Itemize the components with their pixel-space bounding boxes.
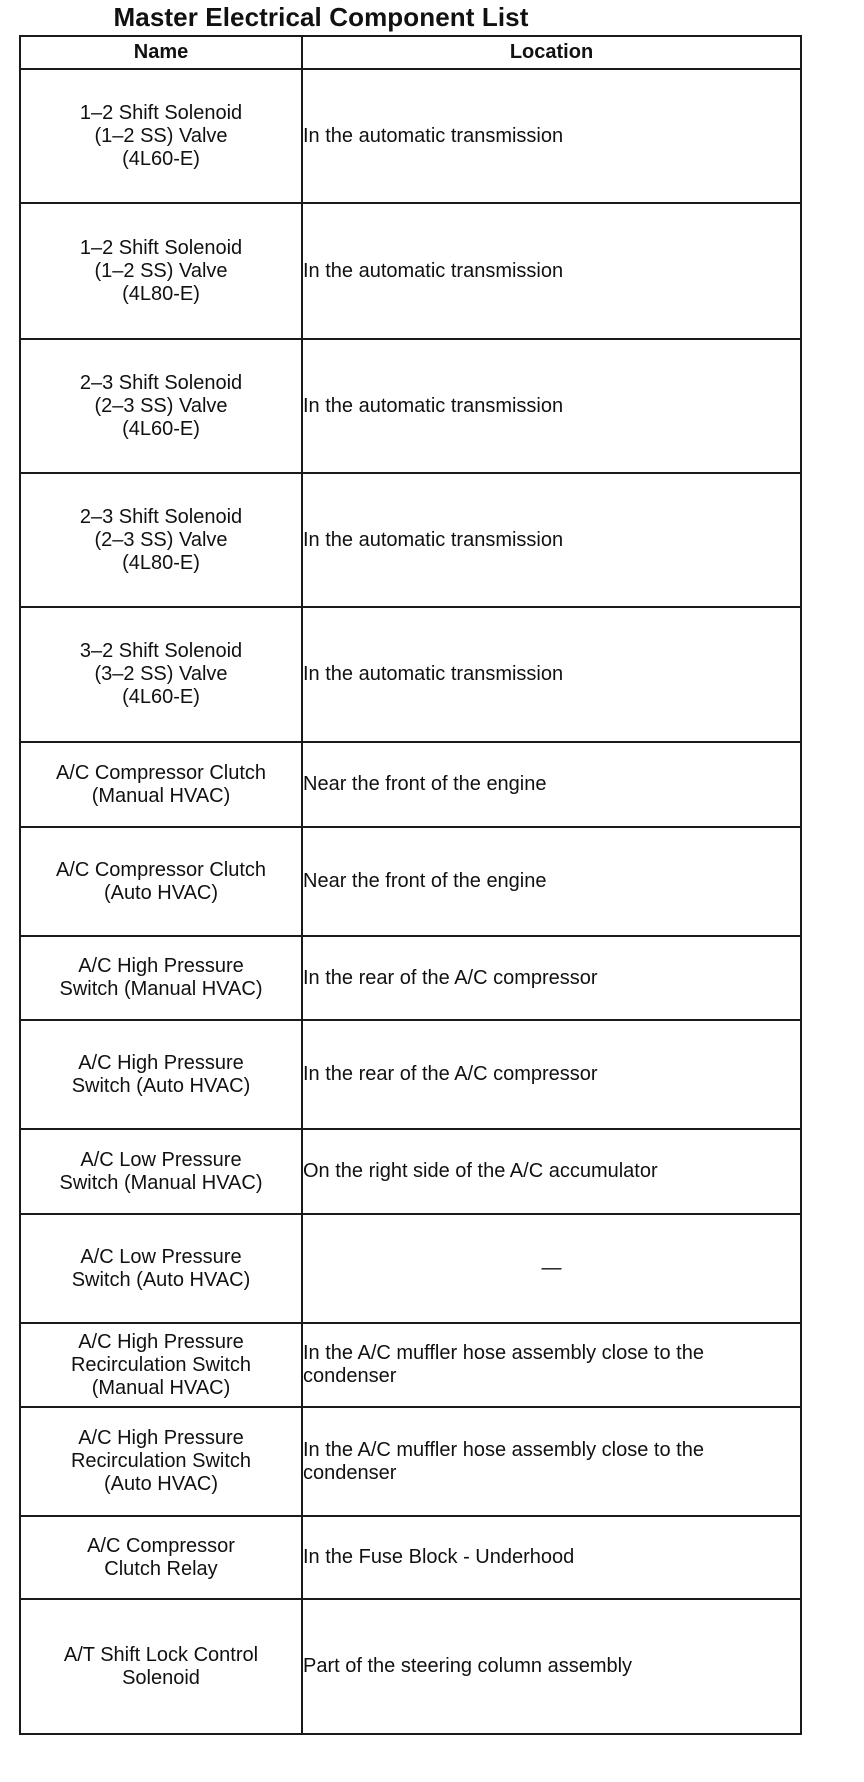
table-row [20, 1407, 801, 1516]
component-name [20, 607, 302, 742]
component-name [20, 936, 302, 1020]
component-location: Part of the steering column assembly [302, 1599, 801, 1734]
component-location: In the automatic transmission [302, 607, 801, 742]
component-name-text: 3–2 Shift Solenoid (3–2 SS) Valve (4L60-E) [79, 640, 243, 708]
component-location: In the automatic transmission [302, 203, 801, 339]
component-name-text: 1–2 Shift Solenoid (1–2 SS) Valve (4L80-E) [79, 236, 243, 305]
table-row [20, 1323, 801, 1407]
component-name-text: A/C Compressor Clutch (Auto HVAC) [55, 858, 267, 904]
table-row [20, 1516, 801, 1599]
column-header-location: Location [302, 36, 801, 69]
component-name-text: A/C Compressor Clutch (Manual HVAC) [55, 761, 267, 807]
component-name-text: A/C High Pressure Recirculation Switch (Auto HVAC) [70, 1427, 252, 1495]
component-location: In the automatic transmission [302, 339, 801, 473]
component-table [19, 35, 802, 1735]
table-row [20, 339, 801, 473]
table-row [20, 1020, 801, 1129]
component-name [20, 1323, 302, 1407]
component-name [20, 203, 302, 339]
component-name [20, 473, 302, 607]
component-location: In the A/C muffler hose assembly close to the condenser [302, 1323, 801, 1407]
component-location: In the A/C muffler hose assembly close to the condenser [302, 1407, 801, 1516]
component-location: Near the front of the engine [302, 742, 801, 827]
table-row [20, 607, 801, 742]
component-location: In the automatic transmission [302, 473, 801, 607]
table-row [20, 1129, 801, 1214]
component-name-text: A/C Low Pressure Switch (Manual HVAC) [59, 1148, 263, 1194]
component-name-text: A/T Shift Lock Control Solenoid [63, 1643, 259, 1689]
component-name-text: A/C Low Pressure Switch (Auto HVAC) [71, 1245, 251, 1291]
component-location: Near the front of the engine [302, 827, 801, 936]
component-name-text: A/C High Pressure Switch (Auto HVAC) [71, 1051, 251, 1097]
page-title: Master Electrical Component List [113, 2, 529, 32]
component-name [20, 1214, 302, 1323]
component-name-text: A/C Compressor Clutch Relay [87, 1534, 235, 1580]
component-name [20, 1407, 302, 1516]
table-header-row [20, 36, 801, 69]
column-header-name: Name [20, 36, 302, 69]
component-name-text: 1–2 Shift Solenoid (1–2 SS) Valve (4L60-E) [79, 101, 243, 170]
table-row [20, 936, 801, 1020]
component-location: In the Fuse Block - Underhood [302, 1516, 801, 1599]
component-name-text: A/C High Pressure Recirculation Switch (Manual HVAC) [70, 1330, 252, 1399]
component-name [20, 742, 302, 827]
component-name [20, 1129, 302, 1214]
component-name-text: 2–3 Shift Solenoid (2–3 SS) Valve (4L80-E) [79, 505, 243, 574]
table-row [20, 203, 801, 339]
component-location: On the right side of the A/C accumulator [302, 1129, 801, 1214]
table-row [20, 1214, 801, 1323]
table-row [20, 69, 801, 203]
component-name [20, 1516, 302, 1599]
component-name [20, 69, 302, 203]
component-name [20, 339, 302, 473]
component-name-text: A/C High Pressure Switch (Manual HVAC) [59, 955, 263, 1000]
component-name [20, 827, 302, 936]
component-name [20, 1599, 302, 1734]
component-location: In the rear of the A/C compressor [302, 936, 801, 1020]
table-row [20, 742, 801, 827]
component-location: In the rear of the A/C compressor [302, 1020, 801, 1129]
component-location: — [302, 1214, 801, 1323]
table-row [20, 827, 801, 936]
component-name [20, 1020, 302, 1129]
component-location: In the automatic transmission [302, 69, 801, 203]
component-name-text: 2–3 Shift Solenoid (2–3 SS) Valve (4L60-E) [79, 371, 243, 440]
table-row [20, 1599, 801, 1734]
table-row [20, 473, 801, 607]
